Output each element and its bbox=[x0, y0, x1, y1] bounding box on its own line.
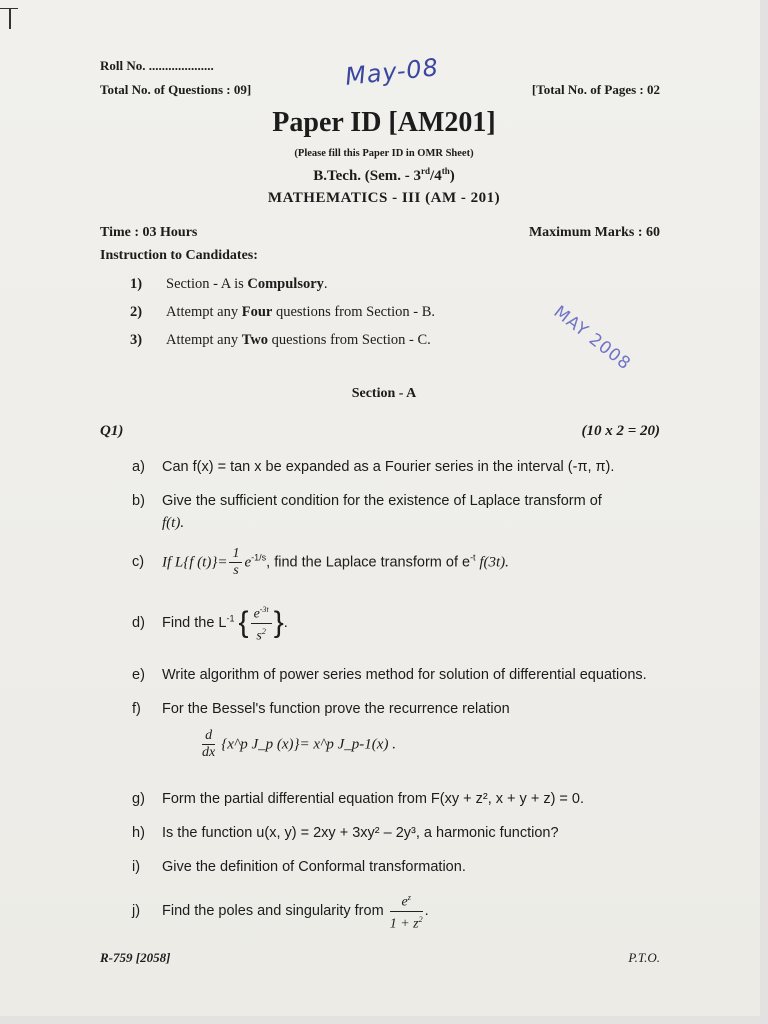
question-1-label: Q1) bbox=[100, 423, 124, 439]
roll-number: Roll No. .................... bbox=[100, 58, 214, 73]
instruction-3: 3) Attempt any Two questions from Section - C. bbox=[130, 332, 431, 348]
footer-pto: P.T.O. bbox=[628, 950, 660, 965]
left-brace: { bbox=[238, 606, 249, 639]
course-line: B.Tech. (Sem. - 3rd/4th) bbox=[313, 166, 455, 184]
right-brace: } bbox=[273, 606, 284, 639]
fraction-1-over-s: $\frac{1}{s}$ bbox=[229, 546, 242, 579]
item-g: g) Form the partial differential equation from F(xy + z², x + y + z) = 0. bbox=[132, 791, 585, 807]
footer-code: R-759 [2058] bbox=[100, 950, 171, 965]
handwritten-date: May-08 bbox=[343, 53, 441, 91]
section-a-heading: Section - A bbox=[351, 386, 417, 401]
omr-note: (Please fill this Paper ID in OMR Sheet) bbox=[294, 148, 474, 159]
instruction-title: Instruction to Candidates: bbox=[100, 248, 258, 263]
item-e: e) Write algorithm of power series method for solution of differential equations. bbox=[132, 667, 647, 683]
max-marks: Maximum Marks : 60 bbox=[528, 225, 660, 240]
fraction-ez-over-1pz2: $\frac{e^z}{1 + z^2}$ bbox=[390, 890, 423, 932]
paper-id-title: Paper ID [AM201] bbox=[272, 107, 496, 138]
item-f: f) For the Bessel's function prove the recurrence relation bbox=[132, 701, 510, 717]
item-h: h) Is the function u(x, y) = 2xy + 3xy² – 2y³, a harmonic function? bbox=[132, 825, 559, 841]
item-c: c) If L{f (t)}= $\frac{1}{s}$ $e^{-1/s}$, find the Laplace transform of $e^{-t}$ f(3t). bbox=[132, 546, 509, 578]
exam-time: Time : 03 Hours bbox=[100, 225, 198, 240]
question-1-marks: (10 x 2 = 20) bbox=[581, 423, 660, 439]
item-i: i) Give the definition of Conformal transformation. bbox=[132, 859, 466, 875]
item-b: b) Give the sufficient condition for the existence of Laplace transform of f(t). bbox=[132, 493, 602, 532]
derivative-d-dx: $\frac{d}{dx}$ bbox=[202, 728, 216, 760]
total-questions: Total No. of Questions : 09] bbox=[100, 82, 252, 97]
bessel-formula: $\frac{d}{dx}$ {x^p J_p (x)}= x^p J_p-1(x) . bbox=[202, 728, 396, 760]
item-d: d) Find the $L^{-1}$ { $\frac{e^{-3t}}{s^2}$ }. bbox=[132, 600, 672, 647]
total-pages: [Total No. of Pages : 02 bbox=[531, 82, 660, 97]
instruction-2: 2) Attempt any Four questions from Section - B. bbox=[130, 304, 436, 320]
corner-mark bbox=[0, 8, 18, 31]
item-j: j) Find the poles and singularity from $\frac{e^z}{1 + z^2}$ . bbox=[132, 890, 672, 932]
instruction-1: 1) Section - A is Compulsory. bbox=[130, 276, 328, 292]
fraction-exp-over-s2: $\frac{e^{-3t}}{s^2}$ bbox=[251, 602, 272, 644]
item-a: a) Can f(x) = tan x be expanded as a Fourier series in the interval (-π, π). bbox=[132, 459, 615, 475]
subject-title: MATHEMATICS - III (AM - 201) bbox=[267, 190, 501, 206]
date-stamp: MAY 2008 bbox=[549, 302, 635, 375]
